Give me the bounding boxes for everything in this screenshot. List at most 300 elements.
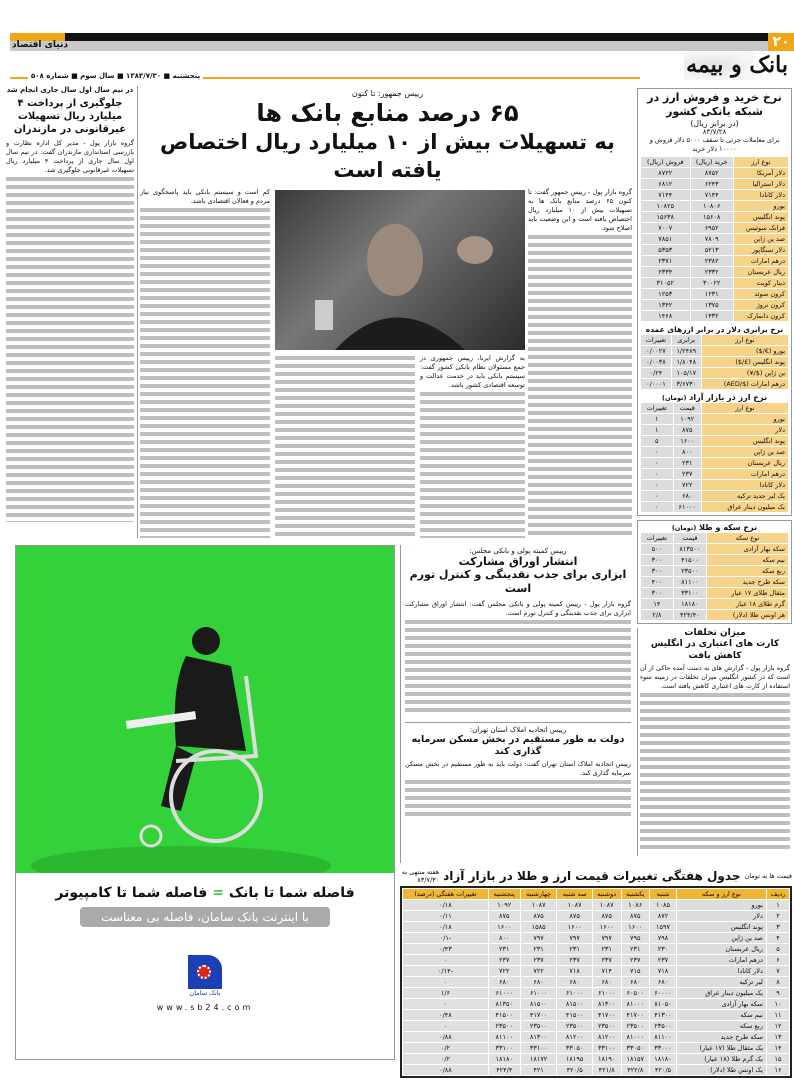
cell-value: ۸۱۰۰۰	[621, 1032, 649, 1043]
cell-value: ۰/۱۸	[403, 922, 489, 933]
row-label: نیم سکه	[707, 555, 789, 566]
cell-value: ۲۳۵۰۰	[592, 1021, 621, 1032]
table-row	[641, 190, 789, 201]
cell-value: ۱۲۳۱	[690, 289, 733, 300]
cell-value: ۷۱۴	[592, 966, 621, 977]
top-bar	[10, 33, 768, 41]
main-headline-line2: به تسهیلات بیش از ۱۰ میلیارد ریال اختصاص یافته است	[160, 130, 615, 182]
cell-value: ۸۰۰	[488, 933, 520, 944]
parity-table	[640, 334, 789, 390]
page-number: ۲۰	[768, 33, 794, 51]
row-label: یک گرم طلا (۱۸ عیار)	[676, 1054, 766, 1065]
row-index: ۸	[766, 977, 789, 988]
cell-value: ۶۱۰۰۰	[592, 988, 621, 999]
cell-value: ۴۱۳۰۰	[650, 1010, 677, 1021]
cell-value: ۸۱۵۰۰	[557, 999, 592, 1010]
col-header: چهارشنبه	[520, 889, 557, 900]
table-row	[641, 610, 789, 621]
row-label: دلار	[701, 425, 788, 436]
col-header: شنبه	[650, 889, 677, 900]
cell-value: ۴۱۵۰۰	[557, 1010, 592, 1021]
rates-note: برای معاملات جزئی تا سقف ۵۰۰۰ دلار فروش و ۱۰۰۰۰ دلار خرید	[649, 136, 780, 153]
ad-brand: بانک سامان	[189, 989, 221, 997]
table-row	[403, 1043, 790, 1054]
cell-value: ۱/۶	[403, 988, 489, 999]
cell-value: ۰	[641, 480, 674, 491]
row-label: دلار کانادا	[701, 480, 788, 491]
rates-unit: (در برابر ریال)	[690, 119, 739, 128]
col-header: نوع سکه	[707, 533, 789, 544]
row-index: ۶	[766, 955, 789, 966]
cell-value: ۱۸۱۸۰	[673, 599, 706, 610]
weekly-table-block	[400, 868, 792, 1078]
table-row	[641, 346, 789, 357]
main-headline-line1: ۶۵ درصد منابع بانک ها	[256, 99, 519, 127]
cell-value: ۸۱۰۰۰	[621, 999, 649, 1010]
row-label: کرون نروژ	[733, 300, 788, 311]
row-label: درهم امارات ($/AED)	[701, 379, 788, 390]
mid2-lead: رییس اتحادیه املاک استان تهران گفت: دولت باید به طور مستقیم در بخش مسکن سرمایه گذاری کند.	[405, 760, 631, 777]
cell-value: ۸۱۰۵۰	[650, 999, 677, 1010]
cell-value: ۱	[641, 414, 674, 425]
weekly-title: جدول هفتگی تغییرات قیمت ارز و طلا در بازار آزاد	[443, 869, 741, 883]
cell-value: ۰/۴۸	[403, 1010, 489, 1021]
table-row	[641, 256, 789, 267]
cell-value: ۱۰۸۲۵	[641, 201, 691, 212]
row-label: صد ین ژاپن	[733, 234, 788, 245]
row-index: ۴	[766, 933, 789, 944]
cell-value: ۱۶۰۰	[673, 436, 701, 447]
cell-value: ۸۱۵۰۰	[520, 999, 557, 1010]
row-index: ۱۵	[766, 1054, 789, 1065]
main-col-3-body	[275, 356, 415, 538]
cell-value: ۸۷۵	[621, 911, 649, 922]
row-index: ۵	[766, 944, 789, 955]
row-label: یک میلیون دینار عراق	[676, 988, 766, 999]
coins-title-row	[640, 523, 789, 532]
free-market-unit: (تومان)	[662, 394, 687, 402]
cell-value: ۱۸۱۹۰	[592, 1054, 621, 1065]
section-title: بانک و بیمه	[686, 52, 788, 78]
ad-slogan-b: فاصله شما تا کامپیوتر	[55, 885, 208, 901]
table-row	[641, 447, 789, 458]
rates-title: نرخ خرید و فروش ارز در شبکه بانکی کشور	[647, 91, 782, 118]
table-row	[641, 491, 789, 502]
col-header: تغییرات	[641, 335, 672, 346]
row-label: صد ین ژاپن	[676, 933, 766, 944]
cell-value: ۰/۸۸	[403, 1065, 489, 1076]
cell-value: ۱۰۹۲	[488, 900, 520, 911]
cell-value: ۰/۰۰۳۸	[641, 357, 672, 368]
row-index: ۱۶	[766, 1065, 789, 1076]
cell-value: ۸۱۲۰۰	[557, 1032, 592, 1043]
table-row	[641, 436, 789, 447]
table-row	[641, 458, 789, 469]
cell-value: ۱۰۸۷	[557, 900, 592, 911]
row-label: یک مثقال طلا (۱۷ عیار)	[676, 1043, 766, 1054]
cell-value: ۶۱۰۰۰	[557, 988, 592, 999]
table-row	[641, 311, 789, 322]
table-row	[641, 566, 789, 577]
cell-value: ۳۳۱۰۰	[520, 1043, 557, 1054]
main-col-1-body	[528, 235, 632, 538]
cell-value: ۷۱۴۴	[690, 190, 733, 201]
cell-value: ۶۰۰۰۰	[650, 988, 677, 999]
president-photo	[275, 190, 525, 350]
table-row	[641, 555, 789, 566]
row-label: هر اونس طلا (دلار)	[707, 610, 789, 621]
table-row	[641, 414, 789, 425]
cell-value: ۰	[641, 469, 674, 480]
cell-value: ۸۱۱۰۰	[650, 1032, 677, 1043]
bank-saman-ad[interactable]	[15, 545, 395, 1060]
cell-value: ۱۸۱۵۷	[621, 1054, 649, 1065]
col-header: قیمت	[673, 403, 701, 414]
cell-value: ۸۰۰	[673, 447, 701, 458]
table-row	[641, 223, 789, 234]
cell-value: ۸۷۵	[592, 911, 621, 922]
table-row	[403, 999, 790, 1010]
cell-value: ۴۲۱	[520, 1065, 557, 1076]
table-row	[403, 977, 790, 988]
row-label: کرون دانمارک	[733, 311, 788, 322]
exchange-rates-box	[637, 88, 792, 516]
table-row	[641, 179, 789, 190]
cell-value: ۲۳۱	[592, 944, 621, 955]
rates-date: ۸۳/۷/۲۸	[702, 128, 727, 136]
mid2-body	[405, 780, 631, 820]
row-label: پوند انگلیس	[701, 436, 788, 447]
cell-value: ۶۹۵۲	[690, 223, 733, 234]
cell-value: ۰/۸۸	[403, 1032, 489, 1043]
cell-value: ۸۱۲۰۰	[592, 1032, 621, 1043]
ad-url[interactable]: www.sb24.com	[156, 1003, 254, 1012]
cell-value: ۲۳۱	[621, 944, 649, 955]
cell-value: ۰	[403, 999, 489, 1010]
table-row	[641, 300, 789, 311]
mid-lead: گروه بازار پول - رییس کمیته پولی و بانکی مجلس گفت: انتشار اوراق مشارکت ابزاری برای جذب نقدینگی و کنترل تورم است.	[405, 600, 631, 617]
wheelchair-user-silhouette	[16, 546, 394, 873]
cell-value: ۰	[403, 977, 489, 988]
main-col-4-body	[140, 208, 270, 538]
row-index: ۱۴	[766, 1043, 789, 1054]
cell-value: ۷۲۲	[488, 966, 520, 977]
cell-value: ۲۳۳۴	[641, 267, 691, 278]
table-row	[641, 201, 789, 212]
table-row	[403, 933, 790, 944]
ad-slogan-a: فاصله شما تا بانک	[228, 885, 355, 901]
row-label: یورو (€/$)	[701, 346, 788, 357]
row-label: یورو	[733, 201, 788, 212]
cell-value: ۶۸۰	[520, 977, 557, 988]
cell-value: ۲۳۵۰۰	[650, 1021, 677, 1032]
cell-value: ۲۳۱	[520, 944, 557, 955]
col-header: خرید (ریال)	[690, 157, 733, 168]
cell-value: ۱۴	[641, 599, 674, 610]
row-label: ریال عربستان	[733, 267, 788, 278]
column-divider	[137, 86, 138, 538]
row-label: پوند انگلیس	[733, 212, 788, 223]
cell-value: ۰/۲	[403, 1054, 489, 1065]
cell-value: ۵۲۱۳	[690, 245, 733, 256]
cell-value: ۴۰۰	[641, 577, 674, 588]
cell-value: ۸۱۱۰۰	[673, 577, 706, 588]
row-label: فرانک سوئیس	[733, 223, 788, 234]
cell-value: ۴۱۷۰۰	[592, 1010, 621, 1021]
cell-value: ۲۳۳۲	[690, 267, 733, 278]
row-index: ۱۳	[766, 1032, 789, 1043]
table-row	[403, 1054, 790, 1065]
cell-value: ۲۳۵۰۰	[621, 1021, 649, 1032]
coins-box	[637, 520, 792, 624]
cell-value: -۰/۱	[403, 933, 489, 944]
row-label: یک میلیون دینار عراق	[701, 502, 788, 513]
col-header: تغییرات	[641, 533, 674, 544]
left-article-kicker: در نیم سال اول سال جاری انجام شد	[6, 86, 134, 94]
cell-value: ۲۳۵۰۰	[488, 1021, 520, 1032]
cell-value: ۴۱۵۰۰	[673, 555, 706, 566]
cell-value: ۶۸۰	[650, 977, 677, 988]
cell-value: ۱۰۸۷	[520, 900, 557, 911]
cell-value: ۰	[641, 502, 674, 513]
ad-equals: =	[212, 885, 224, 901]
row-label: دینار کویت	[733, 278, 788, 289]
cell-value: ۲۳۰	[650, 944, 677, 955]
cell-value: ۸۷۵	[557, 911, 592, 922]
cell-value: ۲/۸	[641, 610, 674, 621]
cell-value: ۰/۴۳	[403, 944, 489, 955]
cell-value: ۴۲۰/۵	[557, 1065, 592, 1076]
cell-value: ۷۲۲	[520, 966, 557, 977]
cell-value: ۴۲۰/۵	[650, 1065, 677, 1076]
table-row	[641, 357, 789, 368]
cell-value: ۸۱۳۰۰	[592, 999, 621, 1010]
row-index: ۱۱	[766, 1010, 789, 1021]
cell-value: ۲۳۵۰۰	[673, 566, 706, 577]
left-article-body	[6, 177, 134, 522]
mid-body	[405, 620, 631, 716]
cell-value: ۷۹۷	[592, 933, 621, 944]
uk-article	[637, 628, 792, 856]
cell-value: ۱۶۰۰	[592, 922, 621, 933]
table-row	[403, 911, 790, 922]
table-row	[641, 267, 789, 278]
left-article-lead: گروه بازار پول - مدیر کل اداره نظارت و بازرسی استانداری مازندران گفت: در نیم سال اول سال جاری از پرداخت ۴ میلیارد ریال تسهیلات غیرقانونی جلوگیری شد.	[6, 139, 134, 174]
cell-value: ۴۱۷۰۰	[520, 1010, 557, 1021]
table-row	[403, 900, 790, 911]
cell-value: ۶۸۰	[557, 977, 592, 988]
main-col-2-body	[420, 392, 525, 538]
row-index: ۹	[766, 988, 789, 999]
table-row	[403, 922, 790, 933]
cell-value: ۴۲۱/۸	[592, 1065, 621, 1076]
cell-value: ۳۰۰	[641, 555, 674, 566]
col-header: دوشنبه	[592, 889, 621, 900]
table-row	[403, 1065, 790, 1076]
row-index: ۱	[766, 900, 789, 911]
cell-value: ۳۱۰۵۲	[641, 278, 691, 289]
table-row	[641, 577, 789, 588]
cell-value: ۱۶۰۰	[557, 922, 592, 933]
divider	[405, 722, 631, 723]
weekly-table	[402, 888, 790, 1076]
uk-body	[640, 693, 790, 853]
left-article	[6, 86, 134, 538]
row-label: یک لیر جدید ترکیه	[701, 491, 788, 502]
row-label: لیر ترکیه	[676, 977, 766, 988]
table-row	[641, 278, 789, 289]
cell-value: ۲۳۷	[592, 955, 621, 966]
cell-value: -۰/۱۴	[403, 966, 489, 977]
cell-value: ۶۸۰	[673, 491, 701, 502]
cell-value: ۵۳۵۳	[641, 245, 691, 256]
cell-value: ۸۱۱۰۰	[488, 1032, 520, 1043]
cell-value: ۳۰۰	[641, 588, 674, 599]
table-row	[403, 966, 790, 977]
cell-value: ۰	[403, 955, 489, 966]
cell-value: ۸۷۲۲	[641, 168, 691, 179]
cell-value: ۴۲۴/۴۰	[673, 610, 706, 621]
ad-illustration	[16, 546, 394, 873]
main-article-body	[140, 188, 635, 538]
cell-value: ۶۱۰۰۰	[488, 988, 520, 999]
cell-value: ۷۱۸	[650, 966, 677, 977]
cell-value: ۴۱۷۰۰	[621, 1010, 649, 1021]
row-index: ۷	[766, 966, 789, 977]
col-header: نوع ارز	[733, 157, 788, 168]
cell-value: ۲۳۷	[673, 469, 701, 480]
main-article-header	[140, 89, 635, 184]
row-label: یک اونس طلا (دلار)	[676, 1065, 766, 1076]
table-row	[403, 944, 790, 955]
cell-value: ۸۷۵۲	[690, 168, 733, 179]
cell-value: ۰	[403, 1021, 489, 1032]
row-label: ریال عربستان	[676, 944, 766, 955]
cell-value: ۱/۲۴۸۹	[671, 346, 701, 357]
col-header: برابری	[671, 335, 701, 346]
row-label: سکه طرح جدید	[676, 1032, 766, 1043]
cell-value: ۰/۲۴	[641, 368, 672, 379]
mid-article	[400, 545, 633, 863]
table-row	[641, 425, 789, 436]
cell-value: ۸۱۳۵۰	[488, 999, 520, 1010]
coins-title: نرخ سکه و طلا	[699, 523, 758, 532]
cell-value: ۸۷۵	[673, 425, 701, 436]
table-row	[641, 168, 789, 179]
cell-value: ۷۱۵	[621, 966, 649, 977]
ad-tagline: با اینترنت بانک سامان، فاصله بی معناست	[80, 907, 330, 927]
cell-value: ۷۹۷	[557, 933, 592, 944]
cell-value: ۱۰۹۲	[673, 414, 701, 425]
cell-value: ۱۸۱۸۰	[650, 1054, 677, 1065]
cell-value: ۰	[641, 491, 674, 502]
uk-lead: گروه بازار پول - گزارش های به دست آمده حاکی از آن است که در کشور انگلیس میزان تخلفات در زمینه سوء استفاده از کارت های اعتباری کاهش یافته است.	[640, 664, 790, 690]
table-row	[641, 502, 789, 513]
ad-slogan	[16, 885, 394, 901]
cell-value: ۳۳۰۰۰	[650, 1043, 677, 1054]
cell-value: ۷۹۷	[520, 933, 557, 944]
table-row	[403, 1032, 790, 1043]
newspaper-logo: دنیای اقتصاد	[12, 40, 68, 50]
cell-value: ۶۸۰	[488, 977, 520, 988]
cell-value: ۳۰۰	[641, 566, 674, 577]
cell-value: ۴۱۵۰۰	[488, 1010, 520, 1021]
cell-value: ۱۵۹۷	[650, 922, 677, 933]
mid2-kicker: رییس اتحادیه املاک استان تهران:	[469, 726, 567, 734]
main-col-2	[420, 354, 525, 538]
row-label: دلار کانادا	[733, 190, 788, 201]
row-label: دلار آمریکا	[733, 168, 788, 179]
col-header: تغییرات	[641, 403, 674, 414]
row-label: نیم سکه	[676, 1010, 766, 1021]
cell-value: ۱/۸۰۴۸	[671, 357, 701, 368]
cell-value: ۳۳۱۰۰	[592, 1043, 621, 1054]
logo-flower-icon	[197, 965, 211, 979]
cell-value: ۵	[641, 436, 674, 447]
table-row	[641, 234, 789, 245]
row-label: مثقال طلای ۱۷ عیار	[707, 588, 789, 599]
cell-value: ۲۳۱	[673, 458, 701, 469]
bank-rates-table	[640, 156, 789, 322]
cell-value: ۱۰۸۷	[592, 900, 621, 911]
col-header: قیمت	[673, 533, 706, 544]
row-label: سکه طرح جدید	[707, 577, 789, 588]
table-row	[403, 1010, 790, 1021]
table-row	[403, 955, 790, 966]
cell-value: ۲۳۷	[520, 955, 557, 966]
table-row	[641, 289, 789, 300]
row-label: درهم امارات	[676, 955, 766, 966]
cell-value: ۶۰۵۰۰	[621, 988, 649, 999]
cell-value: ۷۸۵۱	[641, 234, 691, 245]
weekly-week: هفته منتهی به ۸۳/۷/۳۰	[401, 868, 440, 884]
cell-value: ۱	[641, 425, 674, 436]
cell-value: ۲۳۷	[621, 955, 649, 966]
weekly-unit: قیمت ها به تومان	[744, 872, 792, 880]
col-header: سه شنبه	[557, 889, 592, 900]
main-col-1	[528, 188, 632, 538]
cell-value: ۲۳۷	[488, 955, 520, 966]
right-column	[637, 88, 792, 856]
row-index: ۲	[766, 911, 789, 922]
row-label: صد ین ژاپن	[701, 447, 788, 458]
coins-table	[640, 532, 789, 621]
left-article-headline: جلوگیری از پرداخت ۴ میلیارد ریال تسهیلات غیرقانونی در مازندران	[13, 98, 127, 135]
cell-value: ۶۱۰۰۰	[673, 502, 701, 513]
row-index: ۱۲	[766, 1021, 789, 1032]
cell-value: ۱۰۸۰۶	[690, 201, 733, 212]
cell-value: ۰/۲	[403, 1043, 489, 1054]
cell-value: ۲۳۷	[650, 955, 677, 966]
cell-value: ۲۳۸۲	[690, 256, 733, 267]
row-label: پوند انگلیس (£/$)	[701, 357, 788, 368]
col-header: یکشنبه	[621, 889, 649, 900]
main-kicker: رییس جمهور: تا کنون	[351, 89, 424, 98]
cell-value: ۱۴۶۸	[641, 311, 691, 322]
table-row	[403, 988, 790, 999]
col-header: نوع ارز	[701, 335, 788, 346]
cell-value: ۶۸۰	[621, 977, 649, 988]
row-label: یورو	[676, 900, 766, 911]
main-col-4	[140, 188, 270, 538]
table-row	[641, 469, 789, 480]
cell-value: ۸۷۵	[520, 911, 557, 922]
cell-value: ۱۸۱۸۰	[488, 1054, 520, 1065]
dateline: پنجشنبه ■ ۱۳۸۳/۷/۳۰ ■ سال سوم ■ شماره ۵۰۸	[28, 72, 203, 80]
cell-value: ۰	[641, 458, 674, 469]
table-row	[641, 599, 789, 610]
uk-kicker: میزان تخلفات	[684, 628, 746, 638]
